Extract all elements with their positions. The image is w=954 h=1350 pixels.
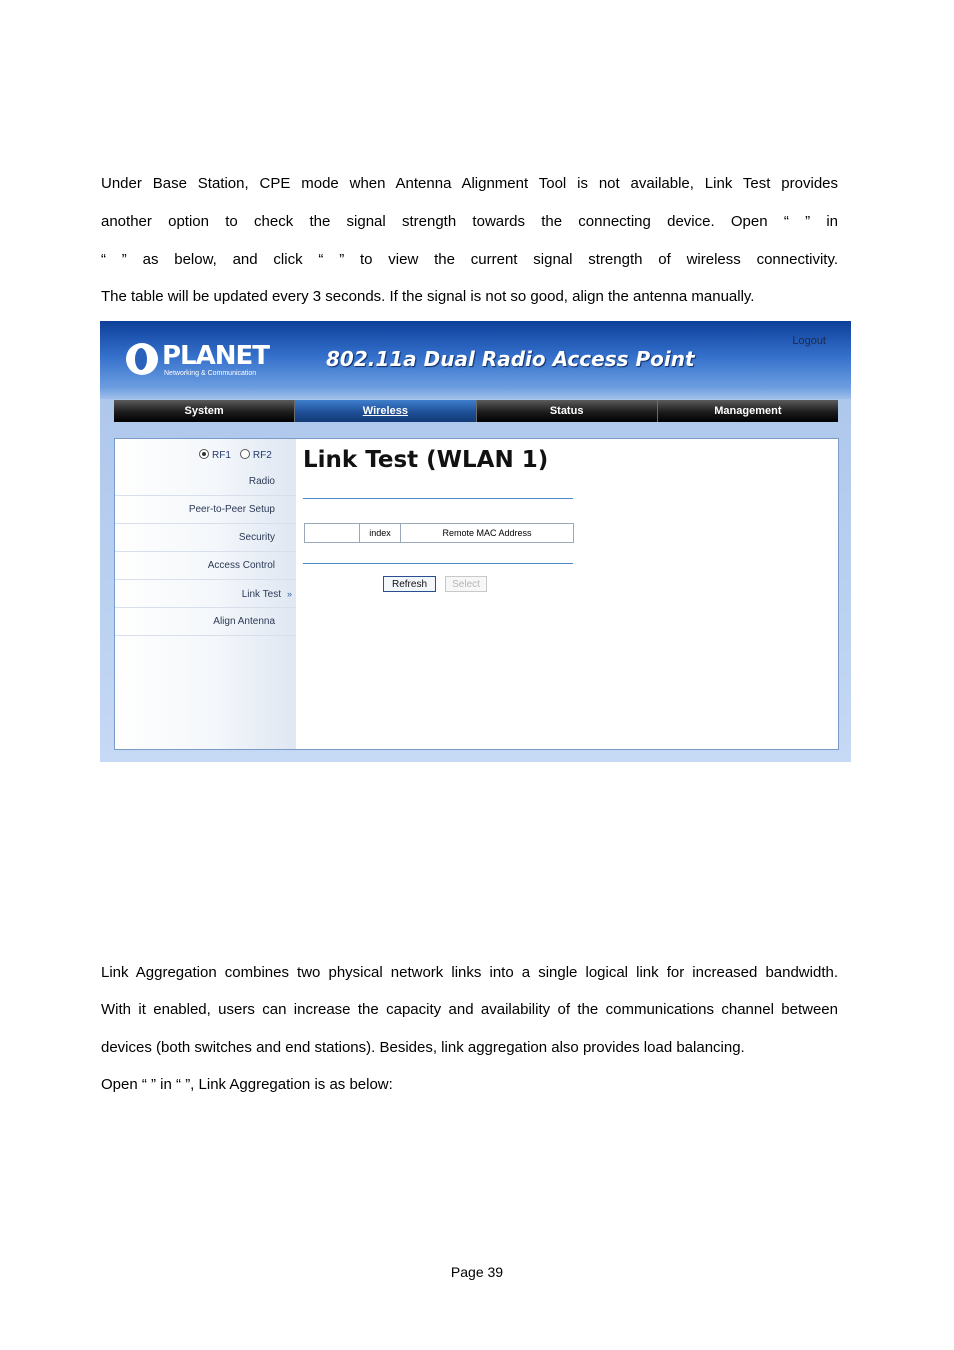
intro-line-4: The table will be updated every 3 seconds. If the signal is not so good, align the antenna manually.	[101, 288, 755, 305]
select-button[interactable]: Select	[445, 576, 487, 592]
refresh-button[interactable]: Refresh	[383, 576, 436, 592]
tab-system[interactable]: System	[114, 400, 295, 422]
tab-status[interactable]: Status	[477, 400, 658, 422]
main-nav	[114, 400, 838, 422]
sidebar-item-security[interactable]: Security	[115, 524, 296, 552]
sidebar	[115, 439, 296, 749]
double-chevron-right-icon: »	[286, 589, 292, 599]
aggregation-line-3: devices (both switches and end stations). Besides, link aggregation also provides load balancing.	[101, 1039, 745, 1056]
intro-line-3: “ ” as below, and click “ ” to view the current signal strength of wireless connectivity.	[101, 251, 838, 268]
sidebar-item-peer-to-peer-setup[interactable]: Peer-to-Peer Setup	[115, 496, 296, 524]
page-title: Link Test (WLAN 1)	[303, 447, 549, 473]
sidebar-item-access-control[interactable]: Access Control	[115, 552, 296, 580]
brand-name: PLANET	[162, 341, 270, 371]
sidebar-item-align-antenna[interactable]: Align Antenna	[115, 608, 296, 636]
banner	[100, 321, 851, 399]
planet-logo	[126, 341, 270, 381]
aggregation-line-2: With it enabled, users can increase the capacity and availability of the communications channel between	[101, 1001, 838, 1018]
table-header-remote-mac: Remote MAC Address	[442, 528, 532, 538]
logout-link[interactable]: Logout	[792, 335, 826, 347]
divider-bottom	[303, 563, 573, 564]
aggregation-line-1: Link Aggregation combines two physical network links into a single logical link for increased bandwidth.	[101, 964, 838, 981]
tab-management[interactable]: Management	[714, 405, 782, 417]
main-panel	[114, 438, 839, 750]
intro-line-2: another option to check the signal strength towards the connecting device. Open “ ” in	[101, 213, 838, 230]
rf1-radio[interactable]	[199, 449, 209, 459]
intro-line-1: Under Base Station, CPE mode when Antenna Alignment Tool is not available, Link Test provides	[101, 175, 838, 192]
sidebar-item-link-test[interactable]: Link Test »	[115, 580, 296, 608]
sidebar-menu	[115, 468, 296, 636]
brand-tagline: Networking & Communication	[164, 370, 257, 377]
page-number: Page 39	[450, 1264, 504, 1280]
tab-wireless[interactable]: Wireless	[295, 400, 476, 422]
rf2-radio[interactable]	[240, 449, 250, 459]
table-header-index: index	[360, 524, 401, 542]
table-header-blank	[305, 524, 360, 542]
rf1-label: RF1	[212, 450, 231, 461]
divider-top	[303, 498, 573, 499]
aggregation-line-4: Open “ ” in “ ”, Link Aggregation is as below:	[101, 1076, 393, 1093]
rf-selector	[199, 449, 272, 461]
product-title: 802.11a Dual Radio Access Point	[326, 347, 695, 371]
sidebar-item-radio[interactable]: Radio	[115, 468, 296, 496]
link-test-table-header	[304, 523, 574, 543]
rf2-label: RF2	[252, 450, 272, 461]
link-test-screenshot	[100, 321, 851, 762]
planet-logo-icon	[126, 343, 158, 375]
